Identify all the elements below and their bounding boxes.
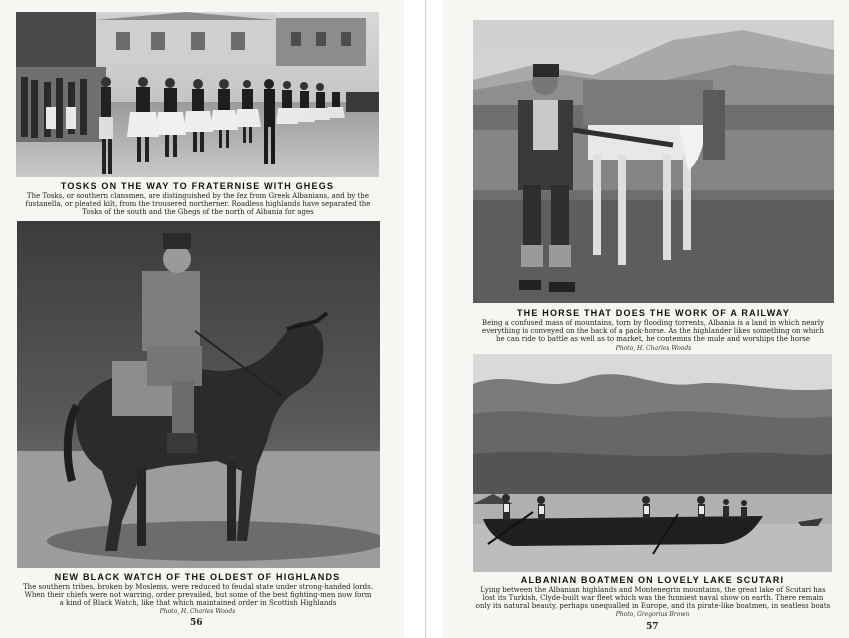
caption-line: The Tosks, or southern clansmen, are distinguished by the fez from Greek Albanians, and by the (26, 192, 370, 200)
photo3-title: THE HORSE THAT DOES THE WORK OF A RAILWAY (516, 308, 791, 318)
caption-line: The southern tribes, broken by Moslems, were reduced to feudal state under strong-handed lords. (23, 583, 373, 591)
photo-pack-horse (473, 20, 834, 303)
page-number-left: 56 (190, 618, 203, 628)
caption-line: everything is conveyed on the back of a pack-horse. As the highlander likes something on which (482, 327, 824, 335)
gutter-line (425, 0, 426, 638)
left-page (0, 0, 404, 638)
caption-line: Being a confused mass of mountains, torn by flooding torrents, Albania is a land in which nearly (481, 319, 825, 327)
photo2-title: NEW BLACK WATCH OF THE OLDEST OF HIGHLANDS (54, 572, 341, 582)
photo-horseman (17, 221, 380, 568)
photo4-credit: Photo, Gregorius Brown (615, 611, 690, 618)
caption-line: only its natural beauty, perhaps unequalled in Europe, and its pirate-like boatmen, in seatless boats (475, 602, 831, 610)
photo1-title: TOSKS ON THE WAY TO FRATERNISE WITH GHEGS (60, 181, 335, 191)
caption-line: When their chiefs were not warring, order prevailed, but some of the best fighting-men now form (24, 591, 372, 599)
caption-line: Lying between the Albanian highlands and Montenegrin mountains, the great lake of Scutari has (480, 586, 826, 594)
photo3-credit: Photo, H. Charles Woods (615, 345, 692, 352)
photo4-title: ALBANIAN BOATMEN ON LOVELY LAKE SCUTARI (520, 575, 785, 585)
photo4-caption (465, 586, 841, 610)
lake-boat-image (473, 354, 832, 572)
gutter (404, 0, 443, 638)
caption-line: he can ride to battle as well as to market, he contemns the mule and worships the horse (495, 335, 811, 343)
caption-line: a kind of Black Watch, like that which maintained order in Scottish Highlands (59, 599, 337, 607)
procession-image (16, 12, 379, 177)
caption-line: Tosks of the south and the Ghegs of the north of Albania for ages (82, 208, 314, 216)
horseman-image (17, 221, 380, 568)
photo2-caption (10, 583, 386, 607)
caption-line: lost its Turkish, Clyde-built war fleet which was the funniest naval show on earth. There remain (482, 594, 824, 602)
page-number-right: 57 (646, 622, 659, 632)
photo-lake-boat (473, 354, 832, 572)
right-page (443, 0, 849, 638)
caption-line: fustanella, or pleated kilt, from the trousered northerner. Roadless highlands have separated the (25, 200, 371, 208)
pack-horse-image (473, 20, 834, 303)
photo1-caption (12, 192, 384, 216)
photo2-credit: Photo, H. Charles Woods (159, 608, 236, 615)
photo-tosks-procession (16, 12, 379, 177)
photo3-caption (467, 319, 839, 343)
